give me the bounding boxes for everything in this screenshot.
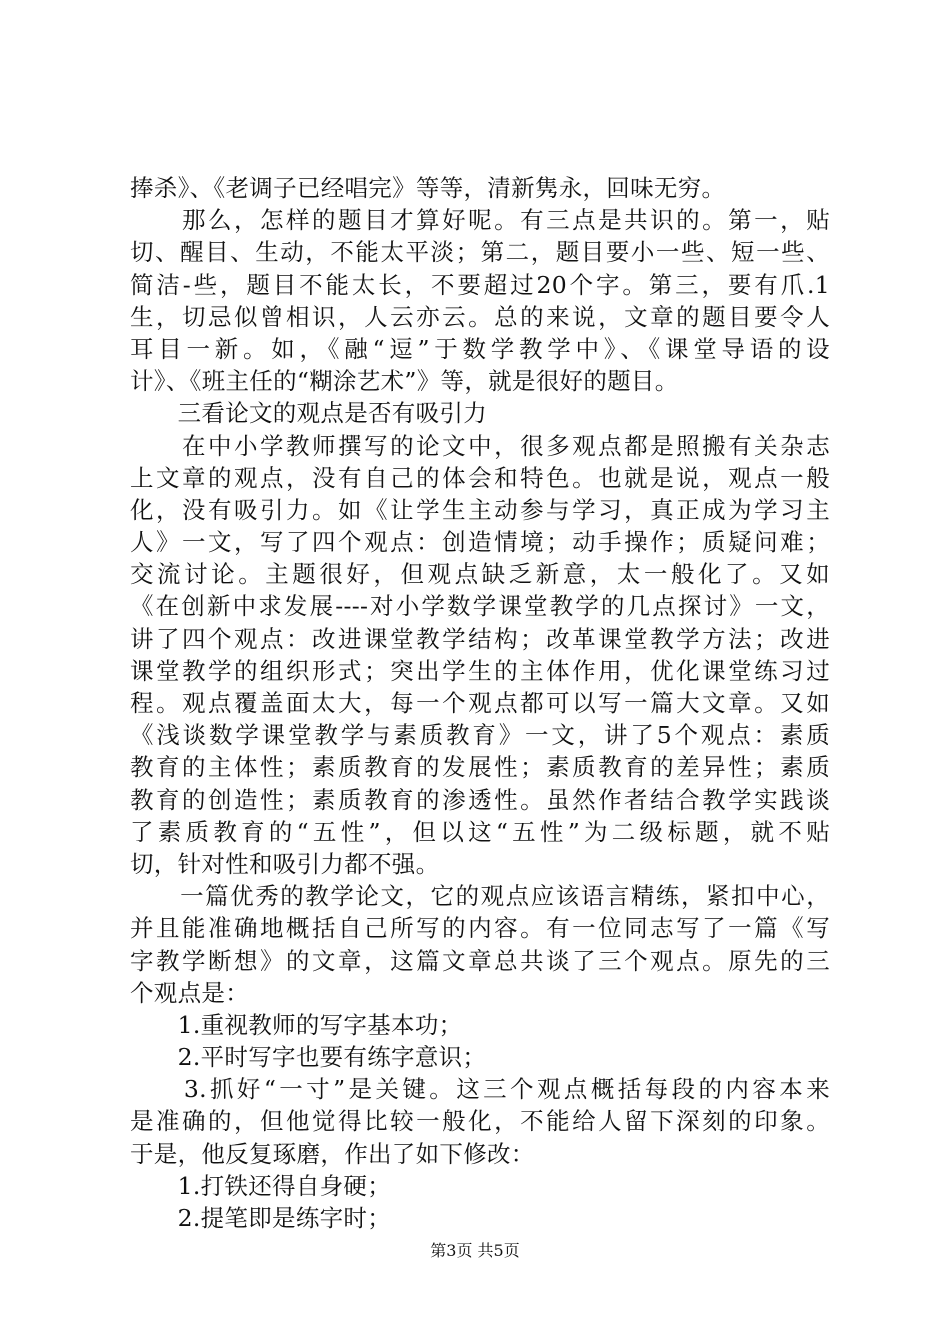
text-line: 3.抓好“一寸”是关键。这三个观点概括每段的内容本来 [130, 1075, 830, 1104]
text-line: 并且能准确地概括自己所写的内容。有一位同志写了一篇《写 [130, 914, 830, 943]
text-line: 在中小学教师撰写的论文中，很多观点都是照搬有关杂志 [130, 431, 830, 460]
text-line: 上文章的观点，没有自己的体会和特色。也就是说，观点一般 [130, 463, 830, 492]
text-line: 字教学断想》的文章，这篇文章总共谈了三个观点。原先的三 [130, 946, 830, 975]
text-line: 一篇优秀的教学论文，它的观点应该语言精练，紧扣中心， [130, 882, 830, 911]
text-line: 2.平时写字也要有练字意识； [130, 1043, 487, 1072]
text-line: 《在创新中求发展----对小学数学课堂教学的几点探讨》一文， [130, 592, 830, 621]
text-line: 了素质教育的“五性”，但以这“五性”为二级标题，就不贴 [130, 817, 830, 846]
text-line: 《浅谈数学课堂教学与素质教育》一文，讲了5个观点：素质 [130, 721, 830, 750]
document-body [130, 172, 830, 1234]
text-line: 那么，怎样的题目才算好呢。有三点是共识的。第一，贴 [130, 206, 830, 235]
text-line: 2.提笔即是练字时； [130, 1204, 392, 1232]
text-line: 生，切忌似曾相识，人云亦云。总的来说，文章的题目要令人 [130, 302, 830, 331]
text-line: 1.打铁还得自身硬； [130, 1171, 392, 1200]
text-line: 耳目一新。如，《融“逗”于数学教学中》、《课堂导语的设 [130, 334, 830, 363]
text-line: 个观点是： [130, 978, 249, 1007]
text-line: 人》一文，写了四个观点：创造情境；动手操作；质疑问难； [130, 528, 830, 557]
text-line: 切，针对性和吸引力都不强。 [130, 849, 440, 878]
text-line: 程。观点覆盖面太大，每一个观点都可以写一篇大文章。又如 [130, 689, 830, 717]
text-line: 教育的创造性；素质教育的渗透性。虽然作者结合教学实践谈 [130, 785, 830, 814]
text-line: 交流讨论。主题很好，但观点缺乏新意，太一般化了。又如 [130, 560, 830, 589]
text-line: 于是，他反复琢磨，作出了如下修改： [130, 1139, 535, 1168]
text-line: 教育的主体性；素质教育的发展性；素质教育的差异性；素质 [130, 753, 830, 782]
page-footer: 第3页 共5页 [430, 1241, 520, 1260]
text-line: 切、醒目、生动，不能太平淡；第二，题目要小一些、短一些、 [130, 238, 830, 267]
text-line: 简洁-些，题目不能太长，不要超过20个字。第三，要有爪.1 [130, 270, 830, 299]
text-line: 讲了四个观点：改进课堂教学结构；改革课堂教学方法；改进 [130, 624, 830, 653]
text-line: 三看论文的观点是否有吸引力 [130, 399, 487, 428]
text-line: 是准确的，但他觉得比较一般化，不能给人留下深刻的印象。 [130, 1107, 830, 1136]
text-line: 课堂教学的组织形式；突出学生的主体作用，优化课堂练习过 [130, 656, 830, 685]
text-line: 捧杀》、《老调子已经唱完》等等，清新隽永，回味无穷。 [130, 174, 726, 202]
text-line: 化，没有吸引力。如《让学生主动参与学习，真正成为学习主 [130, 495, 830, 524]
text-line: 1.重视教师的写字基本功； [130, 1010, 463, 1039]
text-line: 计》、《班主任的“糊涂艺术”》等，就是很好的题目。 [130, 367, 679, 396]
